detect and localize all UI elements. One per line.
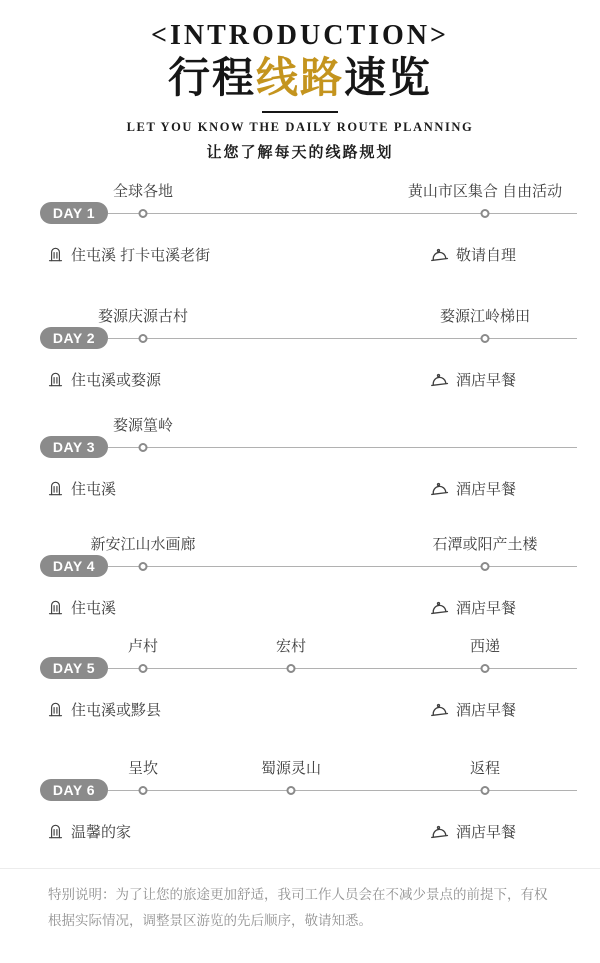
- stop-label: 黄山市区集合 自由活动: [407, 183, 563, 200]
- header: [0, 0, 600, 162]
- timeline-track: [108, 566, 577, 567]
- day-badge: DAY 5: [40, 657, 108, 679]
- hotel-info: [47, 821, 131, 842]
- day-6-section: [0, 757, 600, 857]
- cloche-icon: [429, 823, 449, 840]
- meal-text: 酒店早餐: [456, 702, 517, 719]
- meal-info: [429, 597, 516, 618]
- stop-label: 婺源江岭梯田: [439, 308, 531, 325]
- stop-label: 石潭或阳产土楼: [432, 536, 538, 553]
- stop-label: 卢村: [127, 638, 159, 655]
- stop-label: 新安江山水画廊: [90, 536, 196, 553]
- meal-info: [429, 821, 516, 842]
- meal-text: 酒店早餐: [456, 600, 517, 617]
- day-info-row: [0, 244, 600, 268]
- hotel-info: [47, 699, 161, 720]
- meal-info: [429, 369, 516, 390]
- title-part-2: 线路: [255, 56, 344, 102]
- timeline-stop-marker: [481, 562, 490, 571]
- title-divider: [262, 111, 338, 113]
- hotel-text: 住屯溪: [71, 600, 117, 617]
- subtitle-english: LET YOU KNOW THE DAILY ROUTE PLANNING: [126, 120, 474, 135]
- timeline-stop-marker: [139, 786, 148, 795]
- meal-info: [429, 244, 516, 265]
- meal-info: [429, 699, 516, 720]
- stop-label: 全球各地: [112, 183, 174, 200]
- day-badge: DAY 1: [40, 202, 108, 224]
- stop-label: 宏村: [275, 638, 307, 655]
- stop-label: 返程: [469, 760, 501, 777]
- day-3-section: [0, 414, 600, 514]
- hotel-building-icon: [47, 246, 64, 264]
- hotel-building-icon: [47, 371, 64, 389]
- stop-label: 西递: [469, 638, 501, 655]
- timeline-track: [108, 790, 577, 791]
- meal-text: 敬请自理: [456, 247, 517, 264]
- special-note: 特别说明：为了让您的旅途更加舒适，我司工作人员会在不减少景点的前提下，有权根据实际情况，调整景区游览的先后顺序，敬请知悉。: [48, 887, 548, 928]
- timeline-track: [108, 213, 577, 214]
- hotel-info: [47, 478, 116, 499]
- day-info-row: [0, 369, 600, 393]
- timeline-stop-marker: [481, 334, 490, 343]
- timeline-track: [108, 668, 577, 669]
- day-info-row: [0, 699, 600, 723]
- timeline-stop-marker: [481, 664, 490, 673]
- cloche-icon: [429, 371, 449, 388]
- timeline-track: [108, 338, 577, 339]
- day-badge: DAY 4: [40, 555, 108, 577]
- day-badge: DAY 6: [40, 779, 108, 801]
- day-2-section: [0, 305, 600, 405]
- timeline-stop-marker: [287, 786, 296, 795]
- hotel-info: [47, 369, 161, 390]
- subtitle-chinese: 让您了解每天的线路规划: [206, 144, 394, 162]
- hotel-building-icon: [47, 823, 64, 841]
- cloche-icon: [429, 246, 449, 263]
- footer-divider: [0, 868, 600, 869]
- title-part-3: 速览: [344, 56, 433, 102]
- day-badge: DAY 2: [40, 327, 108, 349]
- day-info-row: [0, 821, 600, 845]
- meal-info: [429, 478, 516, 499]
- cloche-icon: [429, 599, 449, 616]
- title-part-1: 行程: [167, 56, 256, 102]
- hotel-text: 住屯溪或黟县: [71, 702, 162, 719]
- timeline-stop-marker: [139, 209, 148, 218]
- day-1-section: [0, 180, 600, 280]
- hotel-info: [47, 597, 116, 618]
- timeline-stop-marker: [139, 334, 148, 343]
- day-badge: DAY 3: [40, 436, 108, 458]
- meal-text: 酒店早餐: [456, 481, 517, 498]
- intro-eyebrow: <INTRODUCTION>: [151, 20, 449, 51]
- meal-text: 酒店早餐: [456, 824, 517, 841]
- hotel-building-icon: [47, 599, 64, 617]
- hotel-text: 住屯溪或婺源: [71, 372, 162, 389]
- hotel-building-icon: [47, 701, 64, 719]
- timeline-stop-marker: [139, 562, 148, 571]
- day-5-section: [0, 635, 600, 735]
- meal-text: 酒店早餐: [456, 372, 517, 389]
- timeline-stop-marker: [481, 786, 490, 795]
- hotel-text: 住屯溪 打卡屯溪老街: [71, 247, 211, 264]
- stop-label: 婺源篁岭: [112, 417, 174, 434]
- hotel-info: [47, 244, 210, 265]
- stop-label: 呈坎: [127, 760, 159, 777]
- cloche-icon: [429, 701, 449, 718]
- timeline-stop-marker: [139, 443, 148, 452]
- day-4-section: [0, 533, 600, 633]
- stop-label: 蜀源灵山: [260, 760, 322, 777]
- timeline-stop-marker: [287, 664, 296, 673]
- timeline-stop-marker: [481, 209, 490, 218]
- page-title: [0, 56, 600, 102]
- hotel-text: 住屯溪: [71, 481, 117, 498]
- timeline-stop-marker: [139, 664, 148, 673]
- cloche-icon: [429, 480, 449, 497]
- hotel-building-icon: [47, 480, 64, 498]
- timeline-track: [108, 447, 577, 448]
- stop-label: 婺源庆源古村: [97, 308, 189, 325]
- day-info-row: [0, 478, 600, 502]
- day-info-row: [0, 597, 600, 621]
- hotel-text: 温馨的家: [71, 824, 132, 841]
